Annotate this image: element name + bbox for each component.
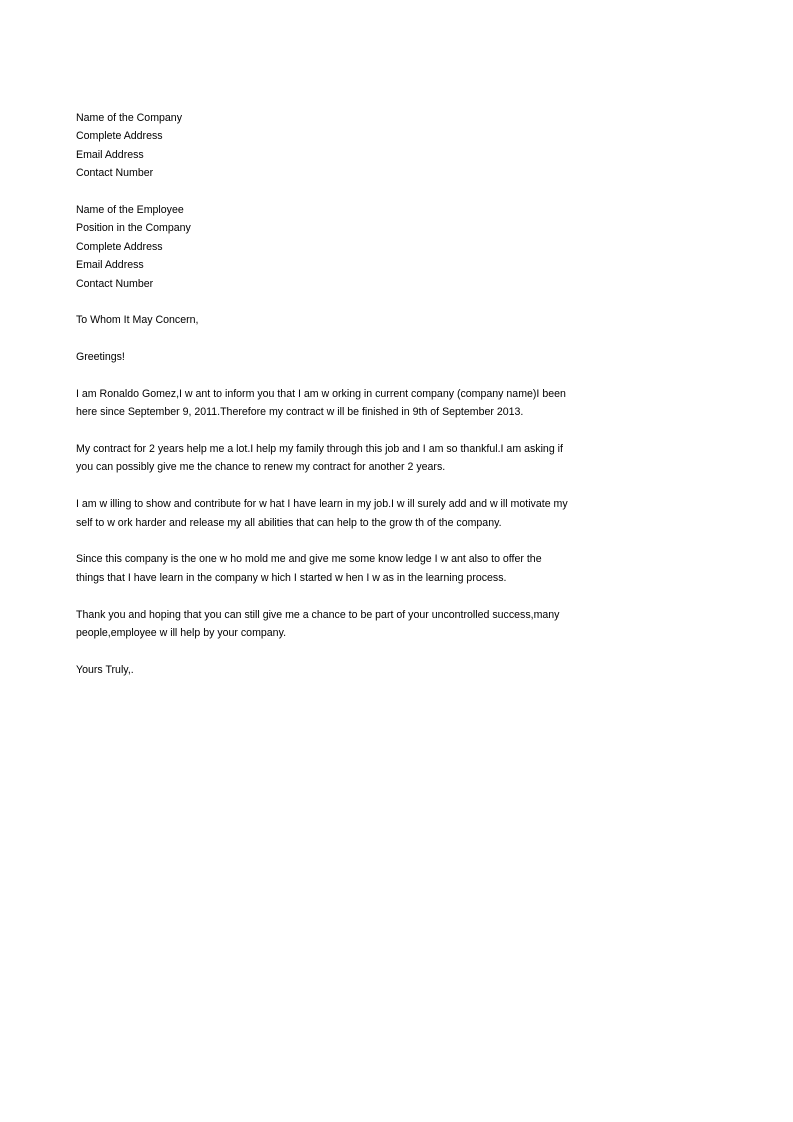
spacer — [76, 330, 576, 348]
body-paragraph-thanks — [76, 606, 576, 643]
company-address: Complete Address — [76, 130, 163, 143]
paragraph-line: Since this company is the one w ho mold me and give me some know ledge I w ant also to offer the — [76, 553, 542, 566]
company-email: Email Address — [76, 148, 144, 161]
spacer — [76, 366, 576, 384]
employee-address: Complete Address — [76, 240, 163, 253]
employee-name: Name of the Employee — [76, 203, 184, 216]
paragraph-line: self to w ork harder and release my all abilities that can help to the grow th of the company. — [76, 516, 502, 529]
body-paragraph-request — [76, 440, 576, 477]
spacer — [76, 293, 576, 311]
employee-email: Email Address — [76, 259, 144, 272]
closing: Yours Truly,. — [76, 663, 134, 676]
spacer — [76, 183, 576, 201]
body-paragraph-intro — [76, 385, 576, 422]
employee-position: Position in the Company — [76, 222, 191, 235]
spacer — [76, 422, 576, 440]
spacer — [76, 642, 576, 660]
body-paragraph-offer — [76, 550, 576, 587]
paragraph-line: people,employee w ill help by your company. — [76, 626, 287, 639]
spacer — [76, 532, 576, 550]
greeting: Greetings! — [76, 351, 125, 364]
paragraph-line: things that I have learn in the company w hich I started w hen I w as in the learning process. — [76, 571, 507, 584]
company-contact: Contact Number — [76, 167, 154, 180]
paragraph-line: My contract for 2 years help me a lot.I help my family through this job and I am so thankful.I am asking if — [76, 443, 563, 456]
paragraph-line: I am Ronaldo Gomez,I w ant to inform you that I am w orking in current company (company name)I been — [76, 387, 566, 400]
spacer — [76, 477, 576, 495]
paragraph-line: Thank you and hoping that you can still give me a chance to be part of your uncontrolled success,many — [76, 608, 560, 621]
letter-page — [76, 109, 576, 679]
paragraph-line: you can possibly give me the chance to renew my contract for another 2 years. — [76, 461, 446, 474]
body-paragraph-commitment — [76, 495, 576, 532]
employee-info-block — [76, 201, 576, 293]
salutation: To Whom It May Concern, — [76, 314, 199, 327]
paragraph-line: here since September 9, 2011.Therefore my contract w ill be finished in 9th of September 2013. — [76, 406, 524, 419]
paragraph-line: I am w illing to show and contribute for w hat I have learn in my job.I w ill surely add and w ill motivate my — [76, 498, 568, 511]
spacer — [76, 587, 576, 605]
company-name: Name of the Company — [76, 112, 182, 124]
company-info-block — [76, 109, 576, 183]
employee-contact: Contact Number — [76, 277, 154, 290]
